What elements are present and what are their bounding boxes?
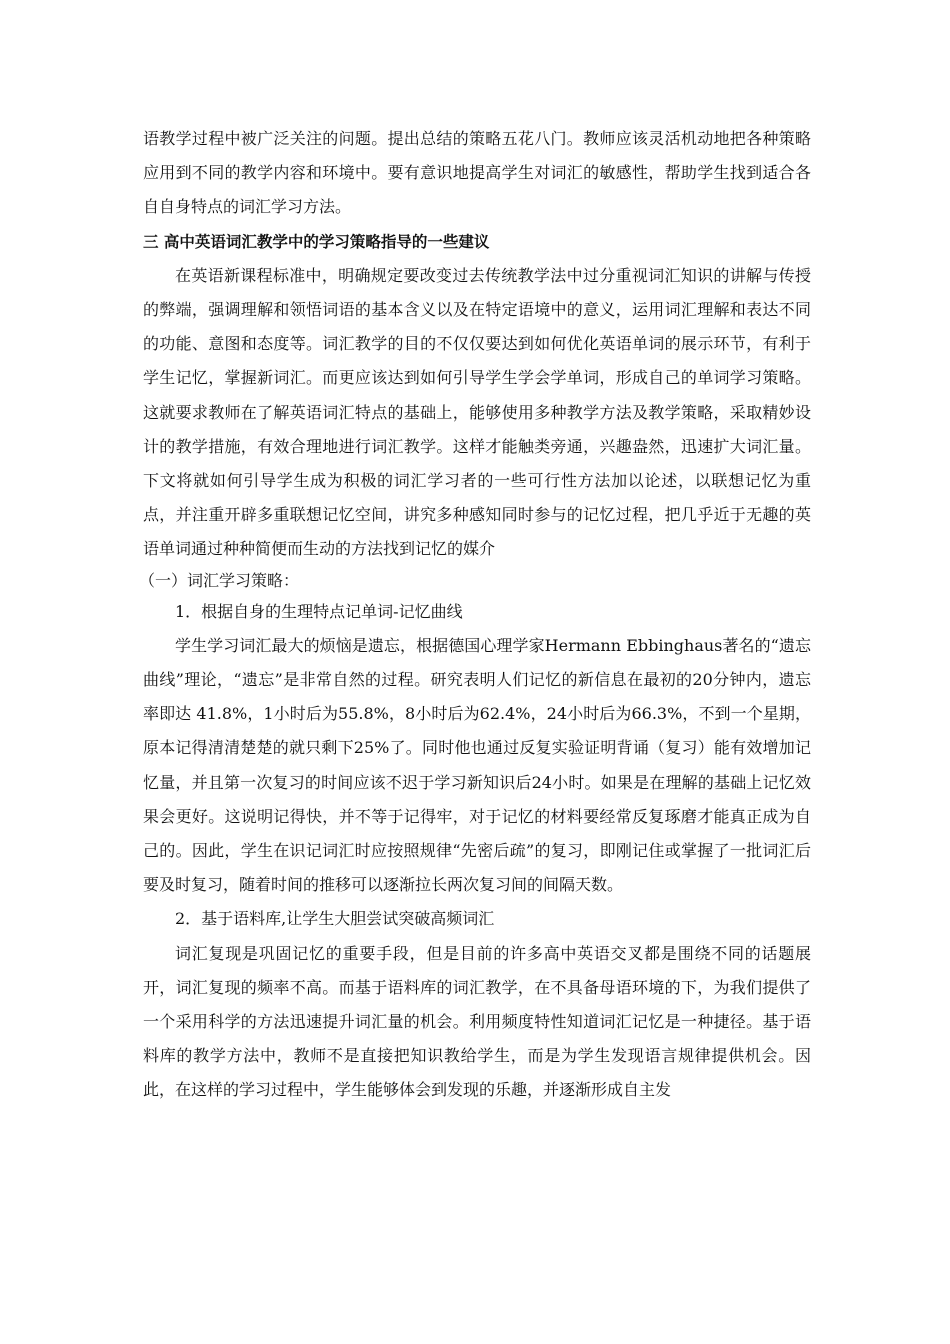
document-body (139, 122, 811, 1108)
paragraph-curriculum-standards: 在英语新课程标准中，明确规定要改变过去传统教学法中过分重视词汇知识的讲解与传授的弊端，强调理解和领悟词语的基本含义以及在特定语境中的意义，运用词汇理解和表达不同的功能、意图和态度等。词汇教学的目的不仅仅要达到如何优化英语单词的展示环节，有利于学生记忆，掌握新词汇。而更应该达到如何引导学生学会学单词，形成自己的单词学习策略。这就要求教师在了解英语词汇特点的基础上，能够使用多种教学方法及教学策略，采取精妙设计的教学措施，有效合理地进行词汇教学。这样才能触类旁通，兴趣盎然，迅速扩大词汇量。 下文将就如何引导学生成为积极的词汇学习者的一些可行性方法加以论述，以联想记忆为重点，并注重开辟多重联想记忆空间，讲究多种感知同时参与的记忆过程，把几乎近于无趣的英语单词通过种种简便而生动的方法找到记忆的媒介 (143, 265, 811, 559)
paragraph-corpus: 词汇复现是巩固记忆的重要手段，但是目前的许多高中英语交叉都是围绕不同的话题展开，词汇复现的频率不高。而基于语料库的词汇教学，在不具备母语环境的下，为我们提供了一个采用科学的方法迅速提升词汇量的机会。利用频度特性知道词汇记忆是一种捷径。基于语料库的教学方法中，教师不是直接把知识教给学生，而是为学生发现语言规律提供机会。因此，在这样的学习过程中，学生能够体会到发现的乐趣，并逐渐形成自主发 (143, 943, 811, 1100)
paragraph-intro: 语教学过程中被广泛关注的问题。提出总结的策略五花八门。教师应该灵活机动地把各种策略应用到不同的教学内容和环境中。要有意识地提高学生对词汇的敏感性，帮助学生找到适合各自自身特点的词汇学习方法。 (143, 129, 811, 217)
section-heading-3: 三 高中英语词汇教学中的学习策略指导的一些建议 (143, 232, 490, 251)
item-2-title: 2．基于语料库,让学生大胆尝试突破高频词汇 (175, 909, 495, 929)
paragraph-memory-curve: 学生学习词汇最大的烦恼是遗忘，根据德国心理学家Hermann Ebbinghaus著名的“遗忘曲线”理论，“遗忘”是非常自然的过程。研究表明人们记忆的新信息在最初的20分钟内，遗忘率即达 41.8%，1小时后为55.8%，8小时后为62.4%，24小时后为66.3%，不到一个星期，原本记得清清楚楚的就只剩下25%了。同时他也通过反复实验证明背诵（复习）能有效增加记忆量，并且第一次复习的时间应该不迟于学习新知识后24小时。如果是在理解的基础上记忆效果会更好。这说明记得快，并不等于记得牢，对于记忆的材料要经常反复琢磨才能真正成为自己的。因此，学生在识记词汇时应按照规律“先密后疏”的复习，即刚记住或掌握了一批词汇后要及时复习，随着时间的推移可以逐渐拉长两次复习间的间隔天数。 (143, 635, 811, 895)
subheading-vocabulary-strategies: （一）词汇学习策略： (139, 570, 300, 590)
item-1-title: 1．根据自身的生理特点记单词-记忆曲线 (175, 601, 463, 621)
